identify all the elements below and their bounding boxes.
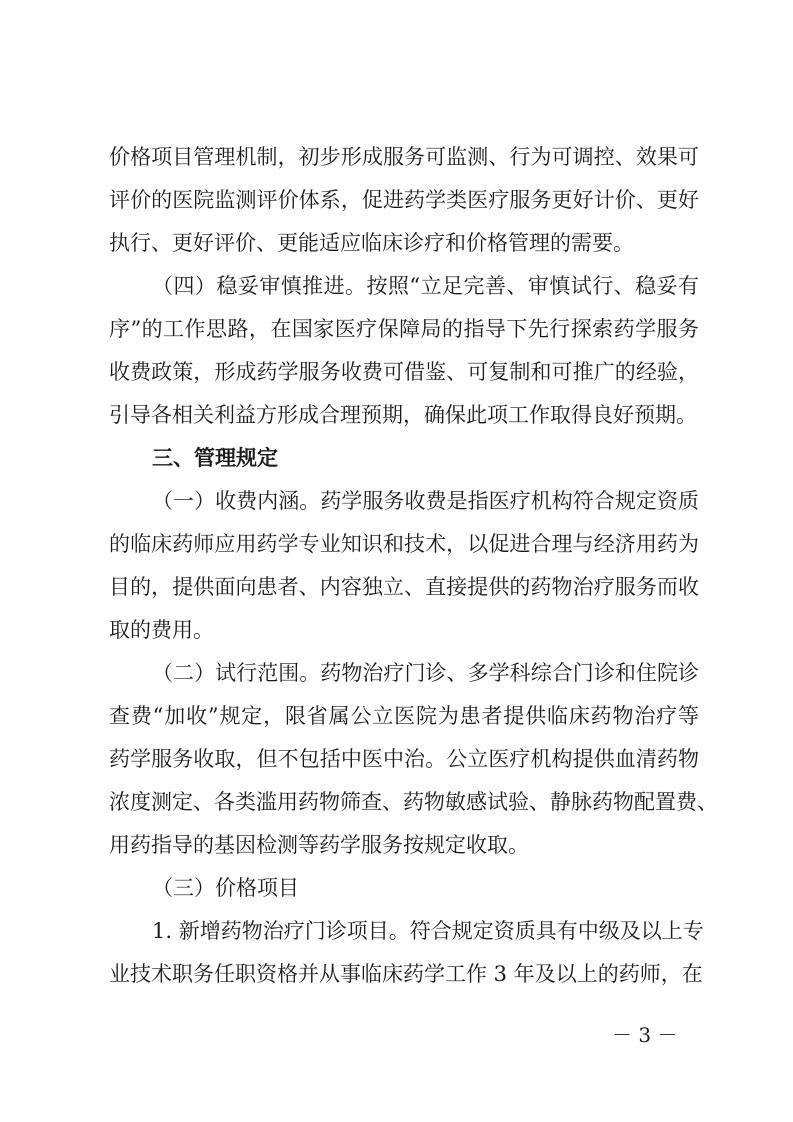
text-line: 目的，提供面向患者、内容独立、直接提供的药物治疗服务而收	[109, 575, 699, 599]
text-line: 业技术职务任职资格并从事临床药学工作 3 年及以上的药师，在	[109, 962, 703, 986]
text-line: 执行、更好评价、更能适应临床诊疗和价格管理的需要。	[109, 231, 634, 255]
text-line: （二）试行范围。药物治疗门诊、多学科综合门诊和住院诊	[152, 661, 699, 685]
text-line: （一）收费内涵。药学服务收费是指医疗机构符合规定资质	[152, 489, 699, 513]
text-line: 序”的工作思路，在国家医疗保障局的指导下先行探索药学服务	[109, 317, 699, 341]
subsection-heading: （三）价格项目	[152, 876, 299, 900]
text-line: 1. 新增药物治疗门诊项目。符合规定资质具有中级及以上专	[152, 919, 704, 943]
text-line: 评价的医院监测评价体系，促进药学类医疗服务更好计价、更好	[109, 188, 699, 212]
page-number: － 3 －	[612, 1023, 678, 1047]
text-line: 药学服务收取，但不包括中医中治。公立医疗机构提供血清药物	[109, 747, 699, 771]
text-line: （四）稳妥审慎推进。按照“立足完善、审慎试行、稳妥有	[152, 274, 699, 298]
text-line: 查费“加收”规定，限省属公立医院为患者提供临床药物治疗等	[109, 704, 699, 728]
text-line: 价格项目管理机制，初步形成服务可监测、行为可调控、效果可	[109, 145, 699, 169]
text-line: 取的费用。	[109, 618, 214, 642]
text-line: 用药指导的基因检测等药学服务按规定收取。	[109, 833, 529, 857]
text-line: 引导各相关利益方形成合理预期，确保此项工作取得良好预期。	[109, 403, 697, 427]
section-heading: 三、管理规定	[152, 446, 278, 470]
text-line: 的临床药师应用药学专业知识和技术，以促进合理与经济用药为	[109, 532, 699, 556]
text-line: 浓度测定、各类滥用药物筛查、药物敏感试验、静脉药物配置费、	[109, 790, 718, 814]
text-line: 收费政策，形成药学服务收费可借鉴、可复制和可推广的经验，	[109, 360, 699, 384]
